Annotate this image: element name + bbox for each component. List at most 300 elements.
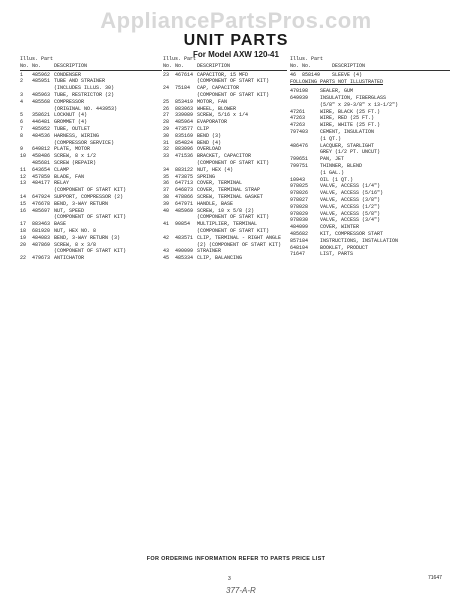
part-description: TUBE AND STRAINER: [54, 78, 106, 85]
part-description: COVER, TERMINAL STRAP: [197, 187, 261, 194]
parts-list: [290, 72, 450, 79]
part-number: 470198: [290, 88, 309, 95]
part-description: (COMPONENT OF START KIT): [197, 91, 270, 98]
part-description: WIRE, BLACK (25 FT.): [320, 108, 381, 115]
part-description: COVER, TERMINAL: [197, 180, 243, 187]
part-description: BEND, 3-WAY RETURN (3): [54, 234, 121, 241]
ordering-note: FOR ORDERING INFORMATION REFER TO PARTS PRICE LIST: [146, 556, 326, 562]
part-number: 478866: [175, 193, 194, 200]
illus-number: [163, 214, 175, 221]
part-description: LIST, PARTS: [320, 251, 354, 258]
illus-number: 42: [163, 234, 170, 241]
part-number: 978028: [290, 203, 309, 210]
parts-row: [163, 146, 287, 153]
parts-row: [290, 156, 450, 163]
illus-number: 13: [20, 180, 27, 187]
part-number: 47263: [290, 122, 306, 129]
part-description: CAP, CAPACITOR: [197, 85, 240, 92]
part-description: WIRE, RED (25 FT.): [320, 115, 375, 122]
parts-row: [20, 153, 162, 160]
part-number: 485568: [32, 98, 51, 105]
part-number: 485969: [175, 207, 194, 214]
illus-number: 33: [163, 153, 170, 160]
parts-row: [163, 133, 287, 140]
part-number: 978029: [290, 210, 309, 217]
parts-row: [20, 167, 162, 174]
part-number: [175, 214, 197, 221]
part-description: SEALER, GUM: [320, 88, 354, 95]
part-number: 483571: [175, 234, 194, 241]
parts-row: [290, 197, 450, 204]
part-number: [32, 248, 54, 255]
part-number: 883096: [175, 146, 194, 153]
illus-number: 19: [20, 234, 27, 241]
part-number: 854824: [175, 139, 194, 146]
part-number: 75184: [175, 85, 191, 92]
part-number: 485334: [175, 255, 194, 262]
parts-row: [290, 251, 450, 258]
illus-number: [163, 160, 175, 167]
part-number: [175, 160, 197, 167]
parts-row: [20, 140, 162, 147]
part-number: [290, 170, 320, 177]
parts-column-2: [163, 56, 287, 262]
illus-number: 18: [20, 227, 27, 234]
part-number: [32, 85, 54, 92]
part-number: [175, 242, 197, 249]
part-description: TUBE, RESTRICTOR (2): [54, 91, 115, 98]
part-description: CLAMP: [54, 166, 70, 173]
parts-row: [290, 136, 450, 143]
handwritten-note: 377-A-R: [226, 586, 256, 595]
parts-row: [163, 180, 287, 187]
column-header: [290, 56, 450, 71]
part-number: 47263: [290, 115, 306, 122]
parts-row: [20, 126, 162, 133]
part-description: SCREW, 8 x 1/2: [54, 153, 97, 160]
parts-row: [20, 180, 162, 187]
part-description: SCREW, TERMINAL GASKET: [197, 193, 264, 200]
part-number: 479673: [32, 255, 51, 262]
part-description: COMPRESSOR: [54, 98, 85, 105]
parts-row: [163, 228, 287, 235]
part-description: CAPACITOR, 15 MFD: [197, 71, 249, 78]
part-description: (COMPONENT OF START KIT): [54, 248, 127, 255]
part-number: 486476: [290, 142, 309, 149]
illus-number: 37: [163, 187, 170, 194]
part-number: 485964: [175, 119, 194, 126]
part-description: BLADE, FAN: [54, 173, 85, 180]
part-description: SCREW (REPAIR): [54, 159, 97, 166]
part-number: 978030: [290, 217, 309, 224]
part-description: STRAINER: [197, 248, 222, 255]
part-description: CEMENT, INSULATION: [320, 128, 375, 135]
parts-list: [163, 72, 287, 262]
illus-number: 28: [163, 119, 170, 126]
part-number: 978025: [290, 183, 309, 190]
parts-row: [163, 221, 287, 228]
parts-row: [163, 248, 287, 255]
parts-row: [20, 248, 162, 255]
parts-row: [20, 99, 162, 106]
illus-number: 23: [163, 71, 170, 78]
part-description: TUBE, OUTLET: [54, 125, 91, 132]
part-number: 643654: [32, 166, 51, 173]
illus-number: 6: [20, 119, 24, 126]
parts-row: [20, 78, 162, 85]
parts-row: [163, 78, 287, 85]
part-number: 883122: [175, 166, 194, 173]
part-description: CLIP, TERMINAL - RIGHT ANGLE: [197, 234, 282, 241]
part-number: 681920: [32, 227, 51, 234]
part-description: SCREW, 10 x 5/8 (2): [197, 207, 255, 214]
part-description: HANDLE, BASE: [197, 200, 234, 207]
parts-row: [290, 238, 450, 245]
part-number: 47261: [290, 108, 306, 115]
parts-row: [290, 190, 450, 197]
illus-number: 41: [163, 221, 170, 228]
parts-row: [290, 231, 450, 238]
part-number: 883063: [175, 105, 194, 112]
header-no: No.: [290, 62, 300, 69]
illus-number: 26: [163, 105, 170, 112]
part-number: 858149: [302, 71, 321, 78]
part-number: 799651: [290, 156, 309, 163]
illus-number: 17: [20, 221, 27, 228]
part-number: [32, 106, 54, 113]
part-description: LOCKNUT (4): [54, 112, 88, 119]
header-no: No.: [20, 62, 30, 69]
part-number: 649939: [290, 94, 309, 101]
part-description: SUPPORT, COMPRESSOR (2): [54, 193, 124, 200]
part-number: 90854: [175, 221, 191, 228]
illus-number: 15: [20, 200, 27, 207]
part-number: 473577: [175, 125, 194, 132]
part-description: PLATE, MOTOR: [54, 146, 91, 153]
part-number: 487869: [32, 241, 51, 248]
parts-row: [290, 88, 450, 95]
parts-row: [20, 235, 162, 242]
illus-number: [20, 106, 32, 113]
part-number: [175, 78, 197, 85]
part-number: [290, 149, 320, 156]
part-description: MOTOR, FAN: [197, 98, 228, 105]
part-description: BEND (4): [197, 139, 222, 146]
part-number: 490099: [175, 248, 194, 255]
header-description: DESCRIPTION: [332, 62, 366, 69]
parts-row: [290, 72, 450, 79]
part-number: 484083: [32, 234, 51, 241]
part-number: 485952: [32, 125, 51, 132]
part-description: EVAPORATOR: [197, 119, 228, 126]
part-description: VALVE, ACCESS (3/4"): [320, 217, 381, 224]
part-number: [175, 228, 197, 235]
parts-row: [163, 214, 287, 221]
parts-row: [20, 208, 162, 215]
part-number: 647713: [175, 180, 194, 187]
column-header: [20, 56, 162, 71]
part-number: 797403: [290, 128, 309, 135]
illus-number: 10: [20, 153, 27, 160]
illus-number: [163, 228, 175, 235]
part-description: ANTICHATOR: [54, 255, 85, 262]
part-number: 71647: [290, 251, 306, 258]
column-header: [163, 56, 287, 71]
illus-number: 40: [163, 207, 170, 214]
parts-row: [290, 129, 450, 136]
parts-row: [163, 208, 287, 215]
parts-row: [20, 228, 162, 235]
part-description: (COMPRESSOR SERVICE): [54, 139, 115, 146]
illus-number: 3: [20, 91, 24, 98]
part-description: NUT, SPEED: [54, 207, 85, 214]
part-description: (COMPONENT OF START KIT): [54, 187, 127, 194]
part-description: SCREW, 8 x 3/8: [54, 241, 97, 248]
part-number: 799751: [290, 162, 309, 169]
parts-row: [20, 112, 162, 119]
parts-row: [20, 72, 162, 79]
part-number: 358621: [32, 112, 51, 119]
illus-number: 22: [20, 255, 27, 262]
part-number: 458486: [32, 153, 51, 160]
part-description: RELAY: [54, 180, 70, 187]
part-number: 484536: [32, 132, 51, 139]
illus-number: 16: [20, 207, 27, 214]
parts-row: [290, 149, 450, 156]
part-description: GREY (1/2 PT. UNCUT): [320, 149, 381, 156]
parts-row: [290, 170, 450, 177]
part-number: 978026: [290, 190, 309, 197]
part-description: GROMMET (4): [54, 119, 88, 126]
part-description: OVERLOAD: [197, 146, 222, 153]
parts-row: [20, 160, 162, 167]
illus-number: 36: [163, 180, 170, 187]
parts-row: [163, 126, 287, 133]
illus-number: 38: [163, 193, 170, 200]
parts-row: [20, 106, 162, 113]
part-number: 485951: [32, 78, 51, 85]
parts-row: [163, 119, 287, 126]
header-part-no: No.: [175, 62, 185, 69]
part-description: (1 GAL.): [320, 169, 345, 176]
parts-row: [163, 153, 287, 160]
part-description: KIT, COMPRESSOR START: [320, 230, 384, 237]
parts-row: [163, 201, 287, 208]
part-number: 647971: [175, 200, 194, 207]
parts-row: [20, 119, 162, 126]
parts-row: [163, 160, 287, 167]
part-number: 485963: [32, 91, 51, 98]
parts-row: [290, 122, 450, 129]
parts-row: [20, 194, 162, 201]
parts-row: [163, 112, 287, 119]
parts-row: [20, 242, 162, 249]
part-description: WIRE, WHITE (25 FT.): [320, 122, 381, 129]
part-description: VALVE, ACCESS (3/8"): [320, 196, 381, 203]
header-illus-part: Illus. Part: [290, 56, 324, 62]
parts-column-1: [20, 56, 162, 262]
illus-number: 24: [163, 85, 170, 92]
not-illustrated-heading: FOLLOWING PARTS NOT ILLUSTRATED: [290, 79, 384, 86]
part-description: BEND (3): [197, 132, 222, 139]
parts-row: [290, 163, 450, 170]
part-number: 10943: [290, 176, 306, 183]
illus-number: 9: [20, 146, 24, 153]
part-description: (2) (COMPONENT OF START KIT): [197, 241, 282, 248]
part-description: NUT, HEX (4): [197, 166, 234, 173]
part-number: 339089: [175, 112, 194, 119]
illus-number: 34: [163, 166, 170, 173]
illus-number: 20: [20, 241, 27, 248]
part-number: 446481: [32, 119, 51, 126]
illus-number: 11: [20, 166, 27, 173]
illus-number: 1: [20, 71, 24, 78]
parts-row: [20, 133, 162, 140]
parts-row: [290, 211, 450, 218]
part-description: (5/8" x 29-3/8" x 13-1/2"): [320, 101, 399, 108]
part-description: CLIP: [197, 125, 210, 132]
part-description: MULTIPLIER, TERMINAL: [197, 221, 258, 228]
parts-row: [20, 187, 162, 194]
part-description: CLIP, BALANCING: [197, 255, 243, 262]
document-number: 71647: [428, 575, 442, 581]
illus-number: [163, 92, 175, 99]
part-description: VALVE, ACCESS (5/8"): [320, 210, 381, 217]
parts-row: [290, 217, 450, 224]
part-description: (COMPONENT OF START KIT): [197, 159, 270, 166]
part-description: INSULATION, FIBERGLASS: [320, 94, 387, 101]
part-number: 649812: [32, 146, 51, 153]
illus-number: 27: [163, 112, 170, 119]
header-illus-part: Illus. Part: [20, 56, 54, 62]
parts-row: [163, 92, 287, 99]
part-description: VALVE, ACCESS (5/16"): [320, 190, 384, 197]
parts-row: [290, 204, 450, 211]
parts-row: [163, 72, 287, 79]
illus-number: 31: [163, 139, 170, 146]
site-watermark: AppliancePartsPros.com: [100, 8, 372, 33]
part-description: (COMPONENT OF START KIT): [197, 78, 270, 85]
illus-number: 2: [20, 78, 24, 85]
part-number: 853419: [175, 98, 194, 105]
part-number: 473875: [175, 173, 194, 180]
parts-row: [163, 194, 287, 201]
part-description: COVER, WINTER: [320, 224, 360, 231]
part-description: SPRING: [197, 173, 216, 180]
illus-number: 14: [20, 193, 27, 200]
parts-row: [163, 235, 287, 242]
illus-number: [20, 140, 32, 147]
part-description: NUT, HEX NO. 8: [54, 227, 97, 234]
parts-row: [290, 224, 450, 231]
part-description: INSTRUCTIONS, INSTALLATION: [320, 237, 399, 244]
parts-row: [20, 255, 162, 262]
part-number: 485681: [32, 159, 51, 166]
illus-number: 12: [20, 173, 27, 180]
parts-row: [163, 167, 287, 174]
part-description: LACQUER, STARLIGHT: [320, 142, 375, 149]
illus-number: 45: [163, 255, 170, 262]
part-number: 835169: [175, 132, 194, 139]
part-description: WHEEL, BLOWER: [197, 105, 237, 112]
parts-row: [163, 187, 287, 194]
part-number: [32, 140, 54, 147]
part-description: (INCLUDES ILLUS. 30): [54, 85, 115, 92]
part-number: [290, 136, 320, 143]
parts-row: [290, 245, 450, 252]
parts-row: [163, 85, 287, 92]
parts-row: [290, 115, 450, 122]
part-description: SLEEVE (4): [332, 71, 363, 78]
illus-number: [20, 248, 32, 255]
part-number: 485962: [32, 71, 51, 78]
parts-row: [20, 214, 162, 221]
illus-number: [20, 214, 32, 221]
parts-row: [20, 201, 162, 208]
part-description: VALVE, ACCESS (1/2"): [320, 203, 381, 210]
part-number: 646873: [175, 187, 194, 194]
illus-number: 5: [20, 112, 24, 119]
part-description: (COMPONENT OF START KIT): [197, 227, 270, 234]
part-description: BOOKLET, PRODUCT: [320, 244, 369, 251]
parts-row: [163, 106, 287, 113]
part-description: BASE: [54, 221, 67, 228]
part-number: 978027: [290, 196, 309, 203]
part-description: CONDENSER: [54, 71, 82, 78]
illus-number: 46: [290, 71, 297, 78]
parts-row: [290, 102, 450, 109]
part-description: BEND, 3-WAY RETURN: [54, 200, 109, 207]
parts-list: [20, 72, 162, 262]
parts-row: [163, 99, 287, 106]
part-description: THINNER, BLEND: [320, 162, 363, 169]
part-number: [290, 102, 320, 109]
part-number: 484099: [290, 224, 309, 231]
parts-row: [163, 255, 287, 262]
part-number: 457859: [32, 173, 51, 180]
part-description: (COMPONENT OF START KIT): [197, 214, 270, 221]
header-illus-part: Illus. Part: [163, 56, 197, 62]
part-number: [175, 92, 197, 99]
part-number: 471536: [175, 153, 194, 160]
parts-row: [290, 177, 450, 184]
page-number: 3: [228, 576, 231, 582]
illus-number: 25: [163, 98, 170, 105]
parts-row: [163, 242, 287, 249]
part-description: BRACKET, CAPACITOR: [197, 153, 252, 160]
not-illustrated-list: [290, 88, 450, 258]
parts-row: [290, 109, 450, 116]
parts-row: [163, 140, 287, 147]
part-description: HARNESS, WIRING: [54, 132, 100, 139]
part-number: 485697: [32, 207, 51, 214]
parts-row: [290, 143, 450, 150]
illus-number: 4: [20, 98, 24, 105]
part-number: 484177: [32, 180, 51, 187]
parts-row: [290, 183, 450, 190]
illus-number: [20, 85, 32, 92]
illus-number: 35: [163, 173, 170, 180]
part-number: 883463: [32, 221, 51, 228]
part-number: 467614: [175, 71, 194, 78]
part-number: 857184: [290, 237, 309, 244]
header-part-no: No.: [32, 62, 42, 69]
illus-number: [20, 187, 32, 194]
parts-row: [290, 95, 450, 102]
header-description: DESCRIPTION: [54, 62, 88, 69]
header-part-no: No.: [302, 62, 312, 69]
illus-number: [163, 242, 175, 249]
